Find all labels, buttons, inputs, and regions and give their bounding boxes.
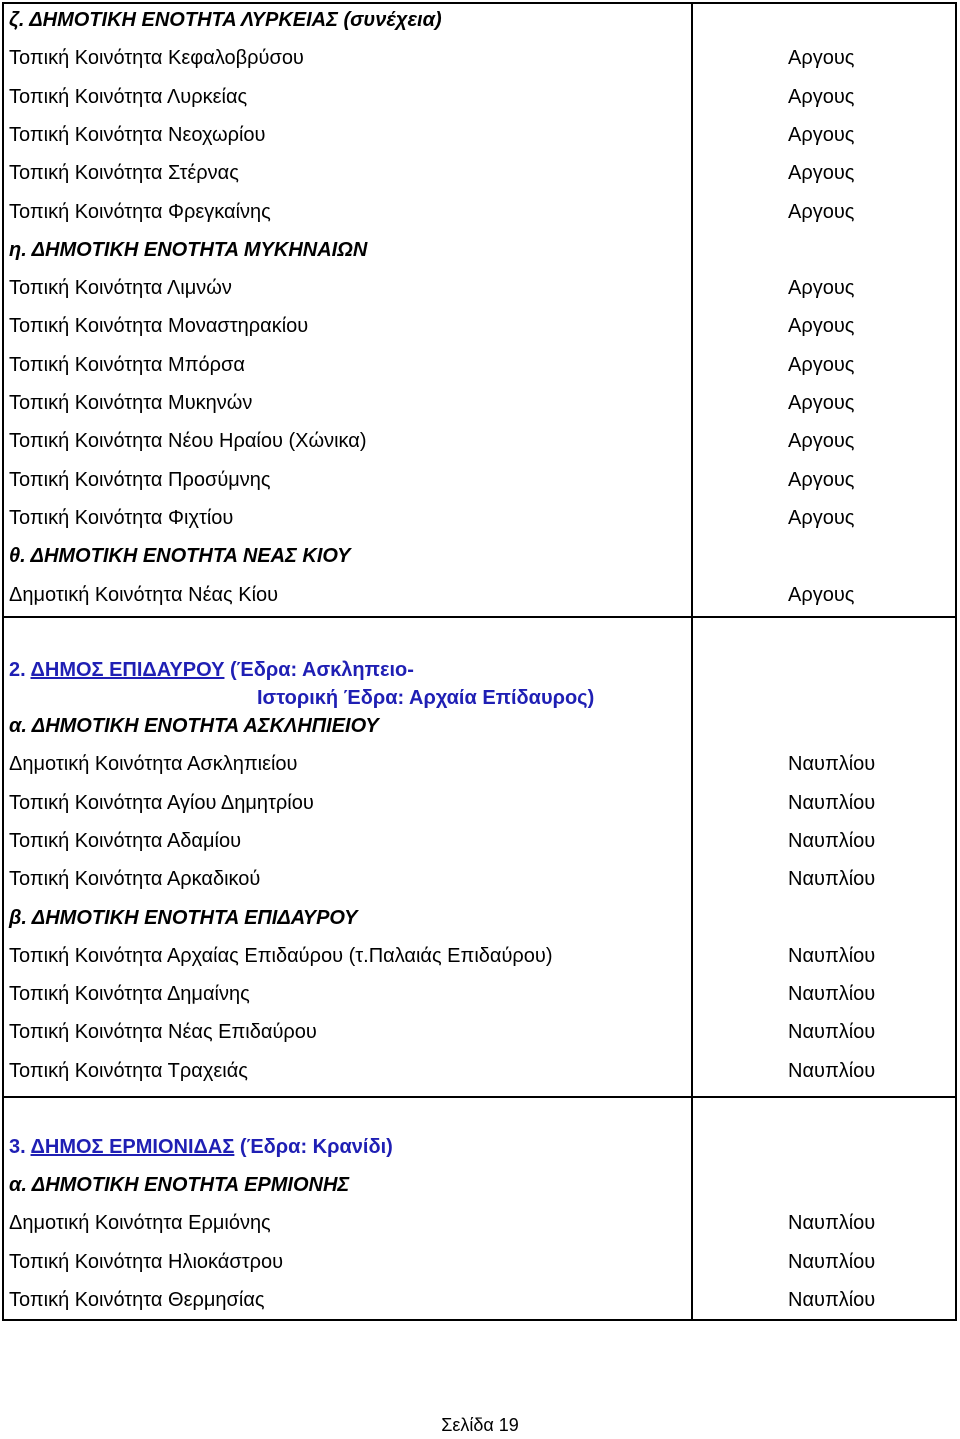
section-title: α. ΔΗΜΟΤΙΚΗ ΕΝΟΤΗΤΑ ΕΡΜΙΟΝΗΣ bbox=[9, 1174, 350, 1196]
seat-city: Αργους bbox=[788, 353, 855, 376]
seat-city: Ναυπλίου bbox=[788, 1059, 876, 1082]
section-title: α. ΔΗΜΟΤΙΚΗ ΕΝΟΤΗΤΑ ΑΣΚΛΗΠΙΕΙΟΥ bbox=[9, 715, 379, 737]
seat-city: Ναυπλίου bbox=[788, 983, 876, 1006]
seat-city: Αργους bbox=[788, 123, 855, 146]
community-name: Τοπική Κοινότητα Δημαίνης bbox=[9, 983, 250, 1006]
community-name: Τοπική Κοινότητα Αδαμίου bbox=[9, 829, 242, 852]
table-row bbox=[4, 1013, 955, 1051]
table-row bbox=[4, 384, 955, 422]
community-name: Τοπική Κοινότητα Αρχαίας Επιδαύρου (τ.Παλαιάς Επιδαύρου) bbox=[9, 944, 553, 967]
municipality-3-seat: (Έδρα: Κρανίδι) bbox=[234, 1136, 393, 1158]
section-title: θ. ΔΗΜΟΤΙΚΗ ΕΝΟΤΗΤΑ ΝΕΑΣ ΚΙΟΥ bbox=[9, 545, 351, 568]
community-name: Τοπική Κοινότητα Μυκηνών bbox=[9, 392, 253, 414]
seat-city: Ναυπλίου bbox=[788, 791, 876, 814]
section-row bbox=[4, 707, 955, 745]
municipality-2-seat-line-2: Ιστορική Έδρα: Αρχαία Επίδαυρος) bbox=[257, 687, 595, 709]
community-name: Τοπική Κοινότητα Προσύμνης bbox=[9, 468, 271, 491]
table-row bbox=[4, 307, 955, 345]
seat-city: Αργους bbox=[788, 468, 855, 491]
table-row bbox=[4, 1243, 955, 1281]
table-row bbox=[4, 116, 955, 154]
community-name: Δημοτική Κοινότητα Ερμιόνης bbox=[9, 1212, 271, 1235]
table-row bbox=[4, 1052, 955, 1090]
table-row bbox=[4, 193, 955, 231]
seat-city: Αργους bbox=[788, 430, 855, 453]
community-name: Τοπική Κοινότητα Φιχτίου bbox=[9, 506, 234, 529]
seat-city: Ναυπλίου bbox=[788, 753, 876, 776]
section-row bbox=[4, 899, 955, 937]
table-row bbox=[4, 1204, 955, 1242]
table-row bbox=[4, 784, 955, 822]
seat-city: Ναυπλίου bbox=[788, 868, 876, 891]
table-row bbox=[4, 937, 955, 975]
community-name: Τοπική Κοινότητα Αγίου Δημητρίου bbox=[9, 791, 314, 814]
seat-city: Αργους bbox=[788, 392, 855, 414]
community-name: Τοπική Κοινότητα Νέου Ηραίου (Χώνικα) bbox=[9, 430, 367, 453]
community-name: Τοπική Κοινότητα Μπόρσα bbox=[9, 353, 245, 376]
table-row bbox=[4, 975, 955, 1013]
table-row bbox=[4, 822, 955, 860]
community-name: Τοπική Κοινότητα Στέρνας bbox=[9, 162, 239, 185]
seat-city: Ναυπλίου bbox=[788, 1250, 876, 1273]
section-title: η. ΔΗΜΟΤΙΚΗ ΕΝΟΤΗΤΑ ΜΥΚΗΝΑΙΩΝ bbox=[9, 238, 368, 261]
section-title: β. ΔΗΜΟΤΙΚΗ ΕΝΟΤΗΤΑ ΕΠΙΔΑΥΡΟΥ bbox=[9, 906, 358, 929]
seat-city: Αργους bbox=[788, 583, 855, 606]
municipality-3-heading bbox=[9, 1133, 393, 1161]
section-row bbox=[4, 1, 955, 39]
municipality-2-name: ΔΗΜΟΣ ΕΠΙΔΑΥΡΟΥ bbox=[30, 659, 225, 681]
municipality-2-heading bbox=[9, 656, 414, 684]
seat-city: Αργους bbox=[788, 315, 855, 338]
municipality-3-number: 3. bbox=[9, 1136, 31, 1158]
table-row bbox=[4, 154, 955, 192]
community-name: Τοπική Κοινότητα Φρεγκαίνης bbox=[9, 200, 271, 223]
seat-city: Ναυπλίου bbox=[788, 1212, 876, 1235]
table-row bbox=[4, 499, 955, 537]
table-row bbox=[4, 461, 955, 499]
seat-city: Αργους bbox=[788, 277, 855, 300]
community-name: Τοπική Κοινότητα Ηλιοκάστρου bbox=[9, 1250, 284, 1273]
table-row bbox=[4, 422, 955, 460]
table-row bbox=[4, 269, 955, 307]
community-name: Τοπική Κοινότητα Μοναστηρακίου bbox=[9, 315, 309, 338]
section-row bbox=[4, 537, 955, 575]
table-row bbox=[4, 39, 955, 77]
community-name: Τοπική Κοινότητα Κεφαλοβρύσου bbox=[9, 47, 304, 70]
row-separator bbox=[4, 616, 955, 618]
seat-city: Αργους bbox=[788, 47, 855, 70]
municipality-2-seat: (Έδρα: Ασκληπειο- bbox=[224, 659, 414, 681]
document-table bbox=[2, 2, 957, 1321]
table-row bbox=[4, 346, 955, 384]
community-name: Τοπική Κοινότητα Τραχειάς bbox=[9, 1059, 248, 1082]
seat-city: Ναυπλίου bbox=[788, 1021, 876, 1044]
community-name: Τοπική Κοινότητα Θερμησίας bbox=[9, 1288, 265, 1311]
municipality-3-name: ΔΗΜΟΣ ΕΡΜΙΟΝΙΔΑΣ bbox=[30, 1136, 235, 1158]
seat-city: Ναυπλίου bbox=[788, 829, 876, 852]
row-separator bbox=[4, 1096, 955, 1098]
table-row bbox=[4, 745, 955, 783]
page-number: Σελίδα 19 bbox=[441, 1415, 519, 1435]
table-row bbox=[4, 1281, 955, 1319]
seat-city: Αργους bbox=[788, 200, 855, 223]
seat-city: Αργους bbox=[788, 506, 855, 529]
community-name: Τοπική Κοινότητα Λυρκείας bbox=[9, 85, 248, 108]
community-name: Τοπική Κοινότητα Αρκαδικού bbox=[9, 868, 261, 891]
community-name: Τοπική Κοινότητα Νεοχωρίου bbox=[9, 123, 266, 146]
seat-city: Αργους bbox=[788, 162, 855, 185]
community-name: Τοπική Κοινότητα Λιμνών bbox=[9, 277, 232, 300]
table-row bbox=[4, 78, 955, 116]
municipality-2-number: 2. bbox=[9, 659, 31, 681]
section-row bbox=[4, 1166, 955, 1204]
seat-city: Αργους bbox=[788, 85, 855, 108]
section-title: ζ. ΔΗΜΟΤΙΚΗ ΕΝΟΤΗΤΑ ΛΥΡΚΕΙΑΣ (συνέχεια) bbox=[9, 9, 442, 31]
seat-city: Ναυπλίου bbox=[788, 944, 876, 967]
seat-city: Ναυπλίου bbox=[788, 1288, 876, 1311]
community-name: Δημοτική Κοινότητα Ασκληπιείου bbox=[9, 753, 298, 776]
community-name: Δημοτική Κοινότητα Νέας Κίου bbox=[9, 583, 279, 606]
section-row bbox=[4, 231, 955, 269]
table-row bbox=[4, 860, 955, 898]
table-row bbox=[4, 576, 955, 614]
community-name: Τοπική Κοινότητα Νέας Επιδαύρου bbox=[9, 1021, 317, 1044]
